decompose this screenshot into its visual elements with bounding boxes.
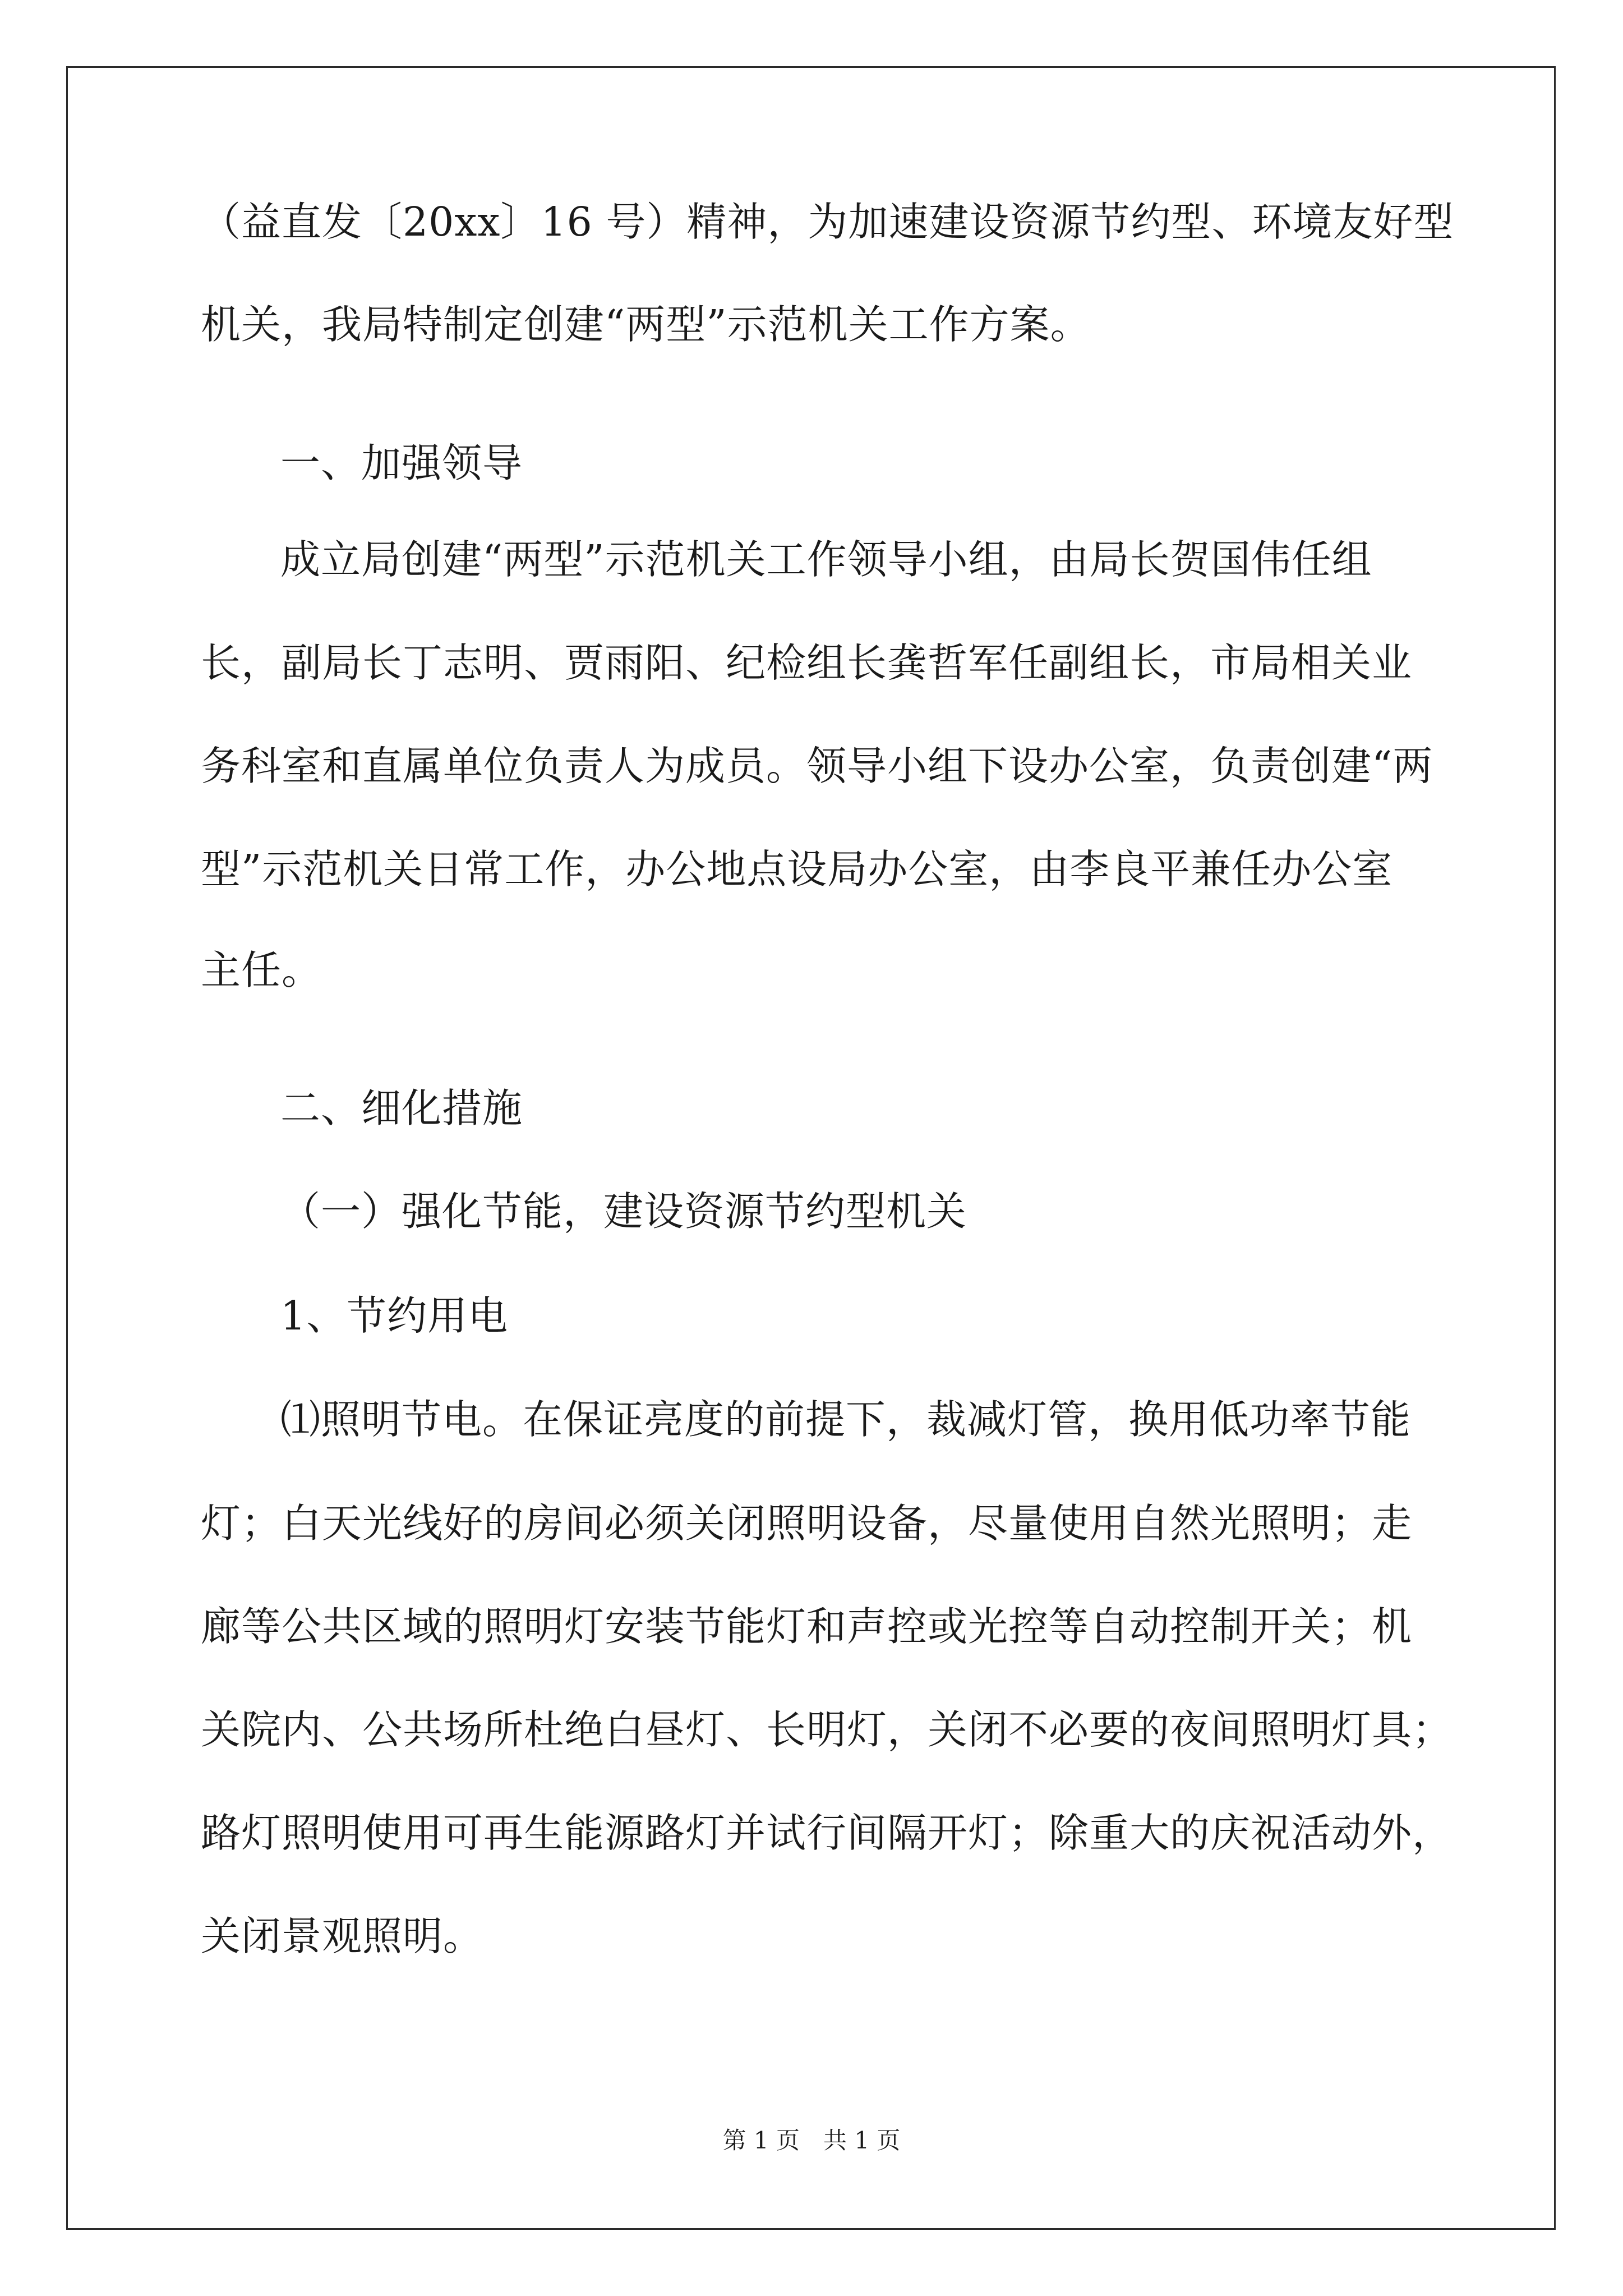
text-line: 灯；白天光线好的房间必须关闭照明设备，尽量使用自然光照明；走 (201, 1500, 1413, 1547)
section-heading: 一、加强领导 (280, 440, 523, 486)
text-line: ⑴照明节电。在保证亮度的前提下，裁减灯管，换用低功率节能 (280, 1396, 1412, 1443)
text-line: 主任。 (201, 947, 322, 993)
text-line: 成立局创建“两型”示范机关工作领导小组，由局长贺国伟任组 (280, 536, 1372, 583)
section-heading: 二、细化措施 (280, 1085, 523, 1131)
text-line: 机关，我局特制定创建“两型”示范机关工作方案。 (201, 301, 1091, 348)
text-line: 廊等公共区域的照明灯安装节能灯和声控或光控等自动控制开关；机 (201, 1603, 1413, 1650)
text-line: 关院内、公共场所杜绝白昼灯、长明灯，关闭不必要的夜间照明灯具； (201, 1706, 1453, 1753)
page-number-footer: 第 1 页 共 1 页 (722, 2127, 901, 2154)
page-border (66, 66, 1556, 2230)
text-line: 务科室和直属单位负责人为成员。领导小组下设办公室，负责创建“两 (201, 743, 1433, 789)
text-line: （益直发〔20xx〕16 号）精神，为加速建设资源节约型、环境友好型 (201, 199, 1454, 245)
text-line: 关闭景观照明。 (201, 1913, 484, 1959)
text-line: 型”示范机关日常工作，办公地点设局办公室，由李良平兼任办公室 (201, 846, 1393, 892)
text-line: 长，副局长丁志明、贾雨阳、纪检组长龚哲军任副组长，市局相关业 (201, 639, 1413, 686)
text-line: 路灯照明使用可再生能源路灯并试行间隔开灯；除重大的庆祝活动外， (201, 1810, 1453, 1856)
subsection-heading: （一）强化节能，建设资源节约型机关 (280, 1188, 967, 1235)
subsection-heading: 1、节约用电 (280, 1292, 509, 1339)
